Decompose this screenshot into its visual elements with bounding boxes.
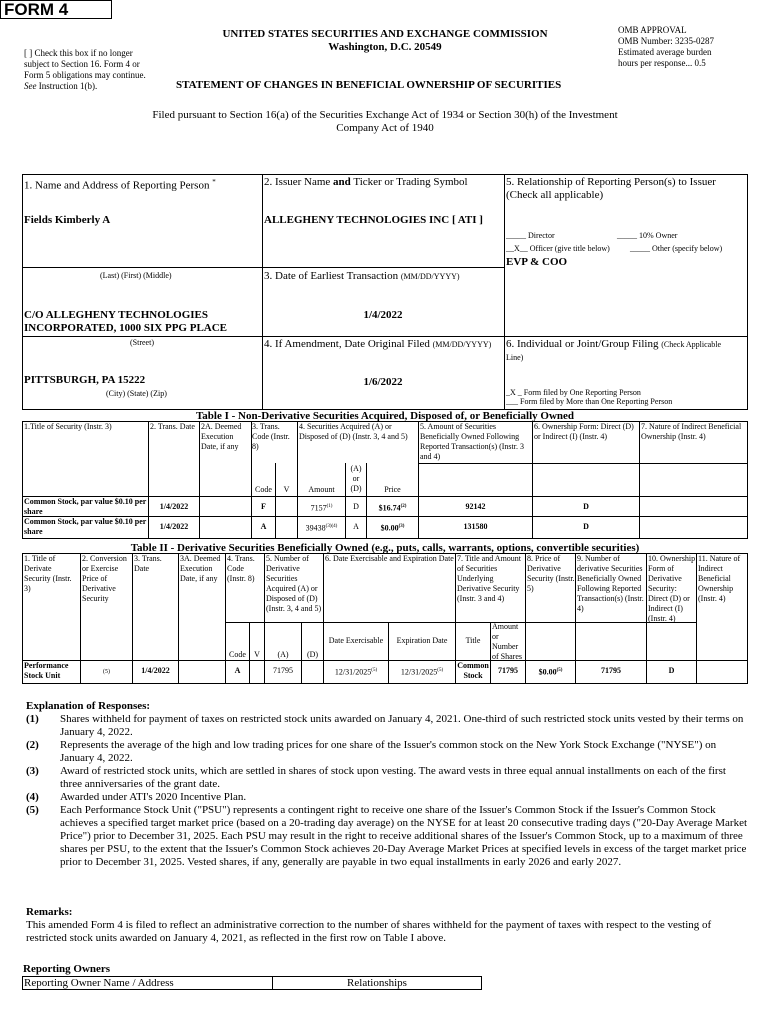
omb-number: OMB Number: 3235-0287 [618,36,714,46]
t2-row-code: A [234,666,241,675]
box3-label: 3. Date of Earliest Transaction (MM/DD/YYYY) [264,270,460,282]
t1-header-ownership-form: 6. Ownership Form: Direct (D) or Indirect (I) (Instr. 4) [534,422,634,441]
explanation-list [26,713,750,869]
t1-header-date: 2. Trans. Date [150,422,195,431]
t1-row2-price: $0.00$^{(3)}$ [380,523,405,533]
t1-row1-owned: 92142 [465,502,486,511]
table1-title: Table I - Non-Derivative Securities Acquired, Disposed of, or Beneficially Owned [195,410,575,422]
t1-row1-form: D [583,502,589,511]
t2-row-conversion: (5) [103,669,110,675]
t2-row-title: Performance Stock Unit [24,661,69,680]
relationship-other: _____ Other (specify below) [630,244,723,253]
issuer-name: ALLEGHENY TECHNOLOGIES INC [ ATI ] [264,214,483,226]
t1-sub-amount: Amount [308,485,335,494]
t2-row-owned: 71795 [601,666,621,675]
t1-header-acquired: 4. Securities Acquired (A) or Disposed of (D) (Instr. 3, 4 and 5) [299,422,408,441]
box1-label: 1. Name and Address of Reporting Person * [24,178,216,192]
t1-row2-ad: A [353,522,359,531]
t1-header-nature: 7. Nature of Indirect Beneficial Ownership (Instr. 4) [641,422,742,441]
t2-sub-code: Code [229,650,246,659]
t1-row1-title: Common Stock, par value $0.10 per share [24,497,147,516]
t2-header-deemed: 3A. Deemed Execution Date, if any [180,554,221,583]
earliest-transaction-date: 1/4/2022 [363,309,403,321]
city-state-zip: PITTSBURGH, PA 15222 [24,374,146,386]
t2-sub-v: V [254,650,260,659]
street-label: (Street) [130,338,154,347]
street-line-1: C/O ALLEGHENY TECHNOLOGIES [24,309,208,321]
t1-row2-owned: 131580 [463,522,488,531]
footnote-3: (3) Award of restricted stock units, which are settled in shares of stock upon vesting. The award vests in three equal annual installments on each of the first three anniversaries of the grant date. [26,765,726,790]
remarks-text: This amended Form 4 is filed to reflect an administrative correction to the number of shares withheld for the payment of taxes with respect to the vesting of restricted stock units awarded on January 4, 2021, as reflected in the first row on Table I above. [26,919,712,944]
filed-pursuant: Filed pursuant to Section 16(a) of the Securities Exchange Act of 1934 or Section 30(h) of the Investment Company Act of 1940 [152,109,618,134]
footnote-2: (2) Represents the average of the high and low trading prices for one share of the Issuer's common stock on the New York Stock Exchange ("NYSE") on January 4, 2022. [26,739,717,764]
t2-row-date: 1/4/2022 [141,666,170,675]
t2-header-exercisable: 6. Date Exercisable and Expiration Date [325,554,454,563]
t2-header-number: 5. Number of Derivative Securities Acquired (A) or Disposed of (D) (Instr. 3, 4 and 5) [266,554,322,613]
omb-hours: hours per response... 0.5 [618,58,706,68]
statement-title: STATEMENT OF CHANGES IN BENEFICIAL OWNERSHIP OF SECURITIES [176,79,562,91]
t1-row2-date: 1/4/2022 [159,522,189,531]
t2-sub-amount-shares: Amount or Number of Shares [492,622,522,661]
t2-sub-a: (A) [277,650,289,659]
t2-header-owned: 9. Number of derivative Securities Beneficially Owned Following Reported Transaction(s) (Instr. 4) [577,554,644,613]
box5-label: 5. Relationship of Reporting Person(s) to Issuer (Check all applicable) [506,176,716,201]
relationship-10pct-owner: _____ 10% Owner [617,231,678,240]
t2-header-ownership-form: 10. Ownership Form of Derivative Security: Direct (D) or Indirect (I) (Instr. 4) [648,554,696,623]
t2-row-underlying-amount: 71795 [498,666,518,675]
relationship-officer: __X__ Officer (give title below) [506,244,610,253]
t1-row2-amount: $39438^{(3)(4)}$ [305,523,338,533]
t2-row-acquired: 71795 [273,666,293,675]
amendment-date: 1/6/2022 [363,376,403,388]
t2-row-exercisable: 12/31/2025$^{(5)}$ [334,667,378,677]
t2-header-code: 4. Trans. Code (Instr. 8) [227,554,255,583]
box4-label: 4. If Amendment, Date Original Filed (MM/DD/YYYY) [264,338,492,350]
t1-row1-price: $16.74$^{(2)}$ [378,503,407,513]
t1-sub-v: V [283,485,290,494]
t2-row-form: D [668,666,675,675]
form-title: FORM 4 [0,0,112,19]
t1-header-code: 3. Trans. Code (Instr. 8) [252,422,290,451]
footnote-4: (4) Awarded under ATI's 2020 Incentive Plan. [26,791,247,803]
t1-header-title: 1.Title of Security (Instr. 3) [24,422,112,431]
owners-col-name: Reporting Owner Name / Address [24,977,174,989]
t2-sub-d: (D) [306,650,319,659]
omb-approval-heading: OMB APPROVAL [618,25,687,35]
omb-approval [618,25,758,69]
table2-title: Table II - Derivative Securities Beneficially Owned (e.g., puts, calls, warrants, options, convertible securities) [130,542,640,554]
t2-row-expiration: 12/31/2025$^{(5)}$ [400,667,444,677]
box2-label: 2. Issuer Name and Ticker or Trading Symbol [264,176,468,188]
t2-row-underlying-title: Common Stock [457,661,489,680]
street-line-2: INCORPORATED, 1000 SIX PPG PLACE [24,322,228,334]
agency-name: UNITED STATES SECURITIES AND EXCHANGE COMMISSION [222,28,548,40]
footnote-5: (5) Each Performance Stock Unit ("PSU") represents a contingent right to receive one share of the Issuer's Common Stock if the Issuer's Common Stock achieves a specified target market price (based on a 20-trading day average) on the NYSE for at least 20 consecutive trading days ("20-Day Average Market Price") prior to December 31, 2025. Each PSU may result in the right to receive additional shares of the Issuer's Common Stock, up to a maximum of three shares per PSU, to the extent that the Issuer's Common Stock achieves 20-Day Average Market Prices at specified levels in excess of the target market price prior to December 31, 2025. Vested shares, if any, generally are payable in two equal installments in early 2026 and early 2027. [26,804,748,868]
t1-row1-amount: 7157$^{(1)}$ [310,503,333,513]
t2-header-price: 8. Price of Derivative Security (Instr. 5) [527,554,575,593]
t2-header-title: 1. Title of Derivate Security (Instr. 3) [24,554,72,593]
check-box-notice: [ ] Check this box if no longer subject to Section 16. Form 4 or Form 5 obligations may continue. See Instruction 1(b). [24,48,146,91]
t2-header-conversion: 2. Conversion or Exercise Price of Derivative Security [82,554,127,603]
remarks-heading: Remarks: [26,906,73,918]
t1-row1-date: 1/4/2022 [159,502,189,511]
agency-location: Washington, D.C. 20549 [328,41,442,53]
t2-sub-title: Title [465,636,481,645]
t1-sub-ad: (A) or (D) [350,464,362,493]
t2-row-price: $0.00$^{(5)}$ [538,667,563,677]
name-parts-label: (Last) (First) (Middle) [100,271,172,280]
t1-row2-code: A [260,522,267,531]
filing-one-person: _X _ Form filed by One Reporting Person [506,388,641,397]
officer-title: EVP & COO [506,256,568,268]
t1-header-deemed: 2A. Deemed Execution Date, if any [201,422,242,451]
relationship-director: _____ Director [506,231,555,240]
omb-burden: Estimated average burden [618,47,712,57]
t1-row2-form: D [583,522,589,531]
t1-header-amount-owned: 5. Amount of Securities Beneficially Owned Following Reported Transaction(s) (Instr. 3 and 4) [420,422,524,461]
city-label: (City) (State) (Zip) [106,389,167,398]
explanation-heading: Explanation of Responses: [26,700,151,712]
t1-row1-code: F [261,502,266,511]
reporting-person-name: Fields Kimberly A [24,214,111,226]
filing-more-persons: ___ Form filed by More than One Reporting Person [506,397,673,406]
t1-row1-ad: D [353,502,359,511]
t2-header-underlying: 7. Title and Amount of Securities Underlying Derivative Security (Instr. 3 and 4) [457,554,522,603]
t2-sub-expiration: Expiration Date [396,636,448,645]
box6-label: 6. Individual or Joint/Group Filing (Check Applicable Line) [506,338,721,362]
t1-sub-price: Price [384,485,401,494]
t2-sub-date-exercisable: Date Exercisable [328,636,384,645]
t2-header-date: 3. Trans. Date [134,554,162,573]
t1-row2-title: Common Stock, par value $0.10 per share [24,517,147,536]
owners-col-relationships: Relationships [347,977,407,989]
reporting-owners-heading: Reporting Owners [23,963,111,975]
t1-sub-code: Code [255,485,272,494]
footnote-1: (1) Shares withheld for payment of taxes on restricted stock units awarded on January 4, 2021. One-third of such restricted stock units vested by their terms on January 4, 2022. [26,713,744,738]
t2-header-nature: 11. Nature of Indirect Beneficial Ownership (Instr. 4) [698,554,741,603]
